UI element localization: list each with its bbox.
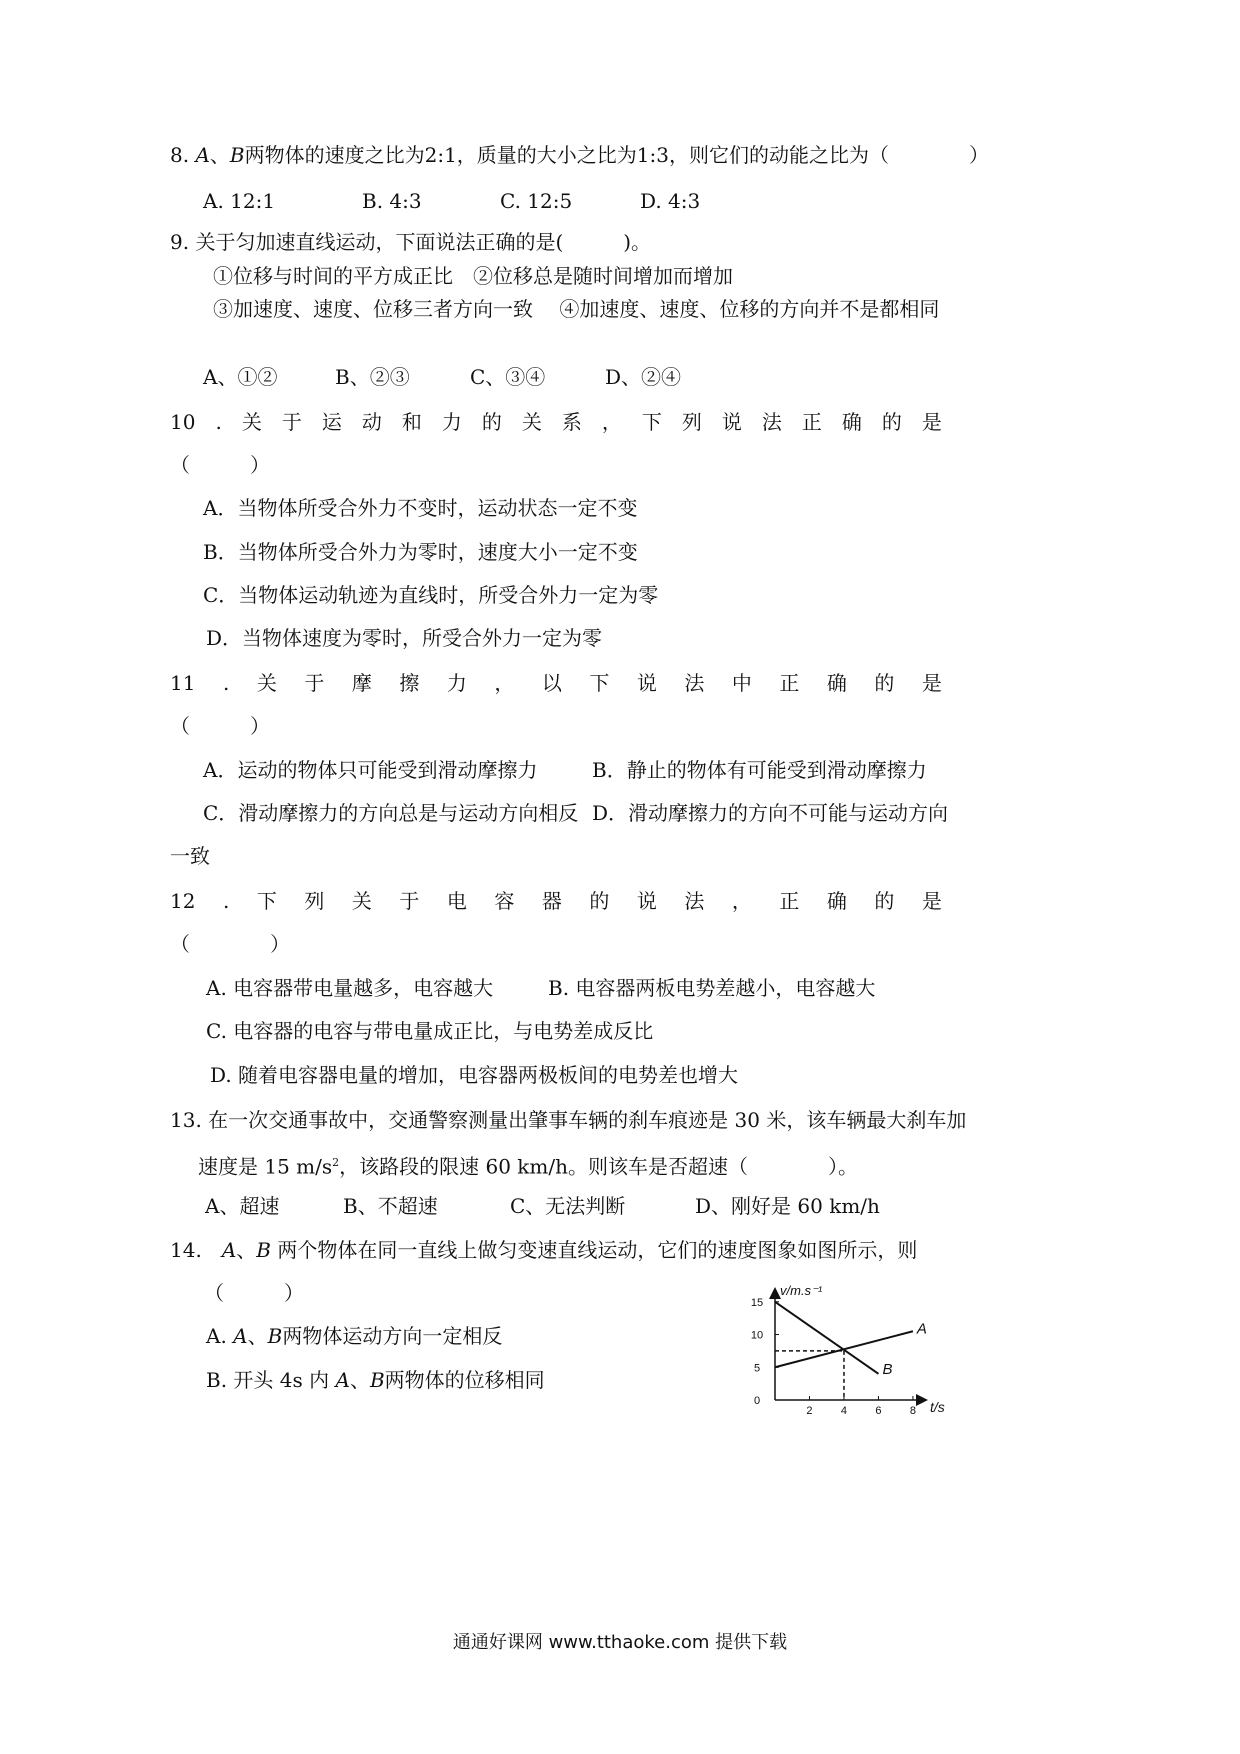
q10-tok: 下 (641, 410, 662, 434)
q12-tok: ， (731, 889, 752, 913)
q10-tok: 动 (361, 410, 382, 434)
q14-stem (170, 1235, 917, 1265)
q12-tok: 12 (170, 889, 196, 913)
q13-line2-sup: 2 (332, 1156, 340, 1169)
q8-stem-text: 两物体的速度之比为2:1，质量的大小之比为1:3，则它们的动能之比为（ ） (244, 143, 989, 167)
x-tick-label: 2 (806, 1405, 813, 1417)
q14-var-a: A (221, 1238, 237, 1262)
q10-tok: 运 (321, 410, 342, 434)
x-tick-label: 8 (909, 1405, 916, 1417)
q10-tok: ， (601, 410, 622, 434)
q12-tok: 的 (874, 889, 895, 913)
q12-tok: 列 (304, 889, 325, 913)
q9-option-c: C、③④ (470, 365, 546, 389)
q10-tok: 说 (721, 410, 742, 434)
q14-option-a-pre: A. (206, 1324, 234, 1348)
q10-tok: . (215, 410, 222, 434)
q12-tok: 器 (541, 889, 562, 913)
q11-option-d: D．滑动摩擦力的方向不可能与运动方向 (592, 801, 949, 825)
q12-tok: . (222, 889, 230, 913)
q10-tok: 于 (281, 410, 302, 434)
q10-tok: 和 (401, 410, 422, 434)
q11-tok: 说 (636, 671, 657, 695)
q12-option-c: C. 电容器的电容与带电量成正比，与电势差成反比 (206, 1019, 654, 1043)
q11-tok: 是 (921, 671, 942, 695)
q13-line2-post: ，该路段的限速 60 km/h。则该车是否超速（ ）。 (339, 1154, 859, 1179)
y-tick-label: 15 (750, 1296, 764, 1309)
x-tick-label: 4 (840, 1405, 848, 1417)
q10-tok: 的 (481, 410, 502, 434)
q8-sep: 、 (209, 143, 230, 167)
q9-option-a: A、①② (203, 365, 278, 389)
q13-option-b: B、不超速 (343, 1194, 438, 1218)
q10-option-a: A．当物体所受合外力不变时，运动状态一定不变 (203, 496, 638, 520)
q14-option-b-var-a: A (335, 1368, 350, 1392)
q10-tok: 力 (441, 410, 462, 434)
q12-tok: 的 (589, 889, 610, 913)
y-axis-label: v/m.s⁻¹ (780, 1283, 823, 1298)
x-axis-label: t/s (930, 1399, 945, 1415)
q8-var-a: A (195, 143, 210, 167)
q13-stem-line2 (198, 1148, 858, 1182)
q12-stem (170, 886, 942, 916)
y-tick-label: 0 (753, 1395, 761, 1407)
q14-option-a-post: 两物体运动方向一定相反 (282, 1324, 503, 1348)
q12-tok: 是 (921, 889, 942, 913)
q14-option-b (206, 1365, 545, 1395)
q10-tok: 关 (521, 410, 542, 434)
q14-option-a (206, 1321, 502, 1351)
q10-option-b: B．当物体所受合外力为零时，速度大小一定不变 (203, 540, 638, 564)
q12-option-b: B. 电容器两板电势差越小，电容越大 (548, 976, 876, 1000)
q12-tok: 容 (494, 889, 515, 913)
q12-tok: 正 (779, 889, 800, 913)
q12-tok: 于 (399, 889, 420, 913)
q10-tok: 关 (241, 410, 262, 434)
q13-option-a: A、超速 (205, 1194, 280, 1218)
y-tick-label: 10 (750, 1329, 764, 1342)
series-label-a: A (916, 1320, 927, 1338)
q11-option-c: C．滑动摩擦力的方向总是与运动方向相反 (203, 801, 579, 825)
series-label-b: B (882, 1360, 893, 1378)
q12-option-d: D. 随着电容器电量的增加，电容器两极板间的电势差也增大 (210, 1063, 739, 1087)
q10-tok: 列 (681, 410, 702, 434)
q9-stem: 9. 关于匀加速直线运动，下面说法正确的是( )。 (170, 230, 652, 254)
q12-tok: 说 (636, 889, 657, 913)
q14-option-b-sep: 、 (349, 1368, 370, 1392)
q13-option-d: D、刚好是 60 km/h (695, 1194, 880, 1218)
x-tick-label: 6 (875, 1405, 882, 1417)
q10-tok: 法 (761, 410, 782, 434)
q11-tok: 力 (446, 671, 467, 695)
q12-option-a: A. 电容器带电量越多，电容越大 (206, 976, 494, 1000)
q11-tok: 以 (541, 671, 562, 695)
q11-option-b: B．静止的物体有可能受到滑动摩擦力 (592, 758, 927, 782)
q8-number: 8. (170, 143, 196, 167)
q12-tok: 关 (351, 889, 372, 913)
q11-tok: 法 (684, 671, 705, 695)
q12-tok: 确 (826, 889, 847, 913)
q10-tok: 确 (841, 410, 862, 434)
q11-tok: 11 (170, 671, 196, 695)
q11-answer-paren: （ ） (170, 714, 270, 738)
page-footer: 通通好课网 www.tthaoke.com 提供下载 (452, 1632, 788, 1653)
q11-tok: 于 (304, 671, 325, 695)
q14-answer-paren: （ ） (204, 1281, 304, 1305)
q13-stem-line1: 13. 在一次交通事故中，交通警察测量出肇事车辆的刹车痕迹是 30 米，该车辆最大刹车加 (170, 1108, 967, 1132)
q14-option-b-var-b: B (369, 1368, 385, 1392)
q8-var-b: B (229, 143, 245, 167)
q11-tok: . (222, 671, 230, 695)
q9-option-d: D、②④ (605, 365, 682, 389)
q12-tok: 下 (256, 889, 277, 913)
q11-tok: 的 (874, 671, 895, 695)
q14-option-a-var-b: B (267, 1324, 283, 1348)
q8-option-d: D. 4:3 (640, 189, 701, 213)
q11-option-a: A．运动的物体只可能受到滑动摩擦力 (203, 758, 538, 782)
velocity-time-chart (720, 1280, 970, 1430)
q10-tok: 是 (921, 410, 942, 434)
q8-option-c: C. 12:5 (500, 189, 573, 213)
q11-tok: ， (494, 671, 515, 695)
q14-option-b-pre: B. 开头 4s 内 (206, 1368, 336, 1392)
q10-answer-paren: （ ） (170, 453, 270, 477)
q10-stem (170, 407, 942, 437)
q11-tok: 关 (256, 671, 277, 695)
q11-tok: 擦 (399, 671, 420, 695)
q11-stem (170, 668, 942, 698)
q9-statements-line1: ①位移与时间的平方成正比 ②位移总是随时间增加而增加 (213, 264, 733, 288)
q12-answer-paren: （ ） (170, 932, 290, 956)
q10-option-d: D．当物体速度为零时，所受合外力一定为零 (206, 626, 603, 650)
q13-line2-pre: 速度是 15 m/s (198, 1154, 333, 1179)
q14-option-a-var-a: A (233, 1324, 248, 1348)
q11-tok: 正 (779, 671, 800, 695)
q12-tok: 法 (684, 889, 705, 913)
q11-tok: 摩 (351, 671, 372, 695)
q9-statements-line2: ③加速度、速度、位移三者方向一致 ④加速度、速度、位移的方向并不是都相同 (213, 297, 940, 321)
q14-var-b: B (256, 1238, 271, 1262)
q10-tok: 10 (170, 410, 196, 434)
q14-option-a-sep: 、 (247, 1324, 268, 1348)
q14-number: 14. (170, 1238, 222, 1262)
q10-option-c: C．当物体运动轨迹为直线时，所受合外力一定为零 (203, 583, 659, 607)
q8-stem (170, 140, 989, 170)
y-tick-label: 5 (753, 1362, 761, 1375)
q13-option-c: C、无法判断 (510, 1194, 626, 1218)
q11-tok: 确 (826, 671, 847, 695)
q9-option-b: B、②③ (335, 365, 410, 389)
q10-tok: 的 (881, 410, 902, 434)
q14-sep: 、 (236, 1238, 257, 1262)
q11-option-d-cont: 一致 (170, 844, 210, 868)
q11-tok: 中 (731, 671, 752, 695)
q11-tok: 下 (589, 671, 610, 695)
q12-tok: 电 (446, 889, 467, 913)
q10-tok: 系 (561, 410, 582, 434)
q8-option-a: A. 12:1 (203, 189, 276, 213)
q10-tok: 正 (801, 410, 822, 434)
q8-option-b: B. 4:3 (362, 189, 422, 213)
q14-option-b-post: 两物体的位移相同 (384, 1368, 545, 1392)
q14-stem-text: 两个物体在同一直线上做匀变速直线运动，它们的速度图象如图所示，则 (270, 1238, 918, 1262)
